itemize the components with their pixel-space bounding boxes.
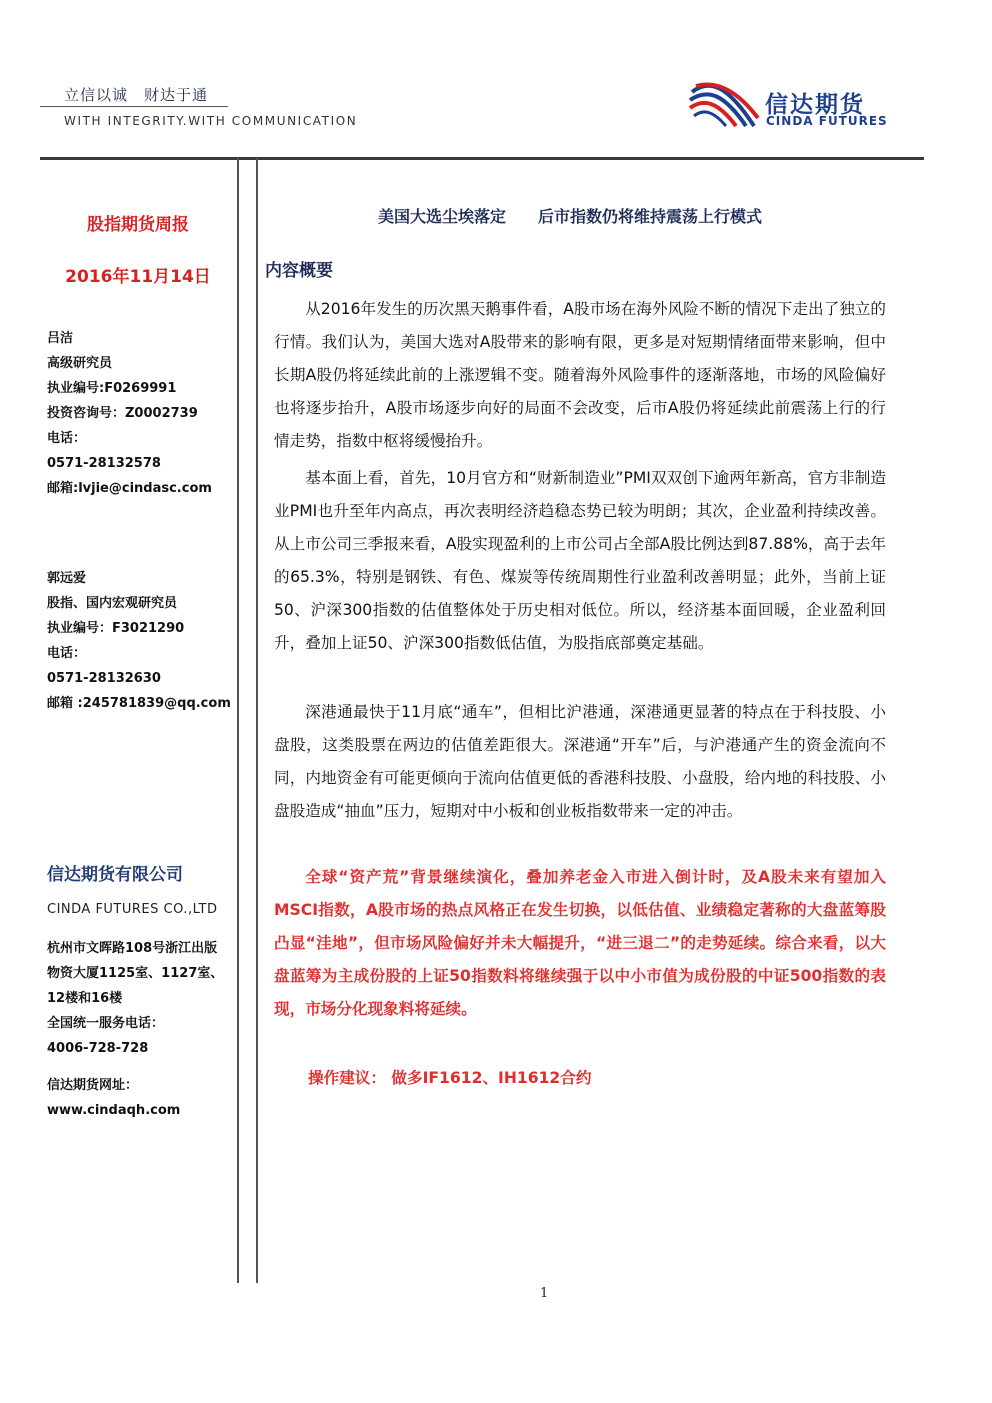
section-title: 内容概要 — [265, 261, 333, 281]
company-name-cn: 信达期货有限公司 — [47, 865, 183, 885]
header-slogan-en: WITH INTEGRITY.WITH COMMUNICATION — [64, 114, 358, 128]
slogan-divider — [40, 106, 228, 107]
analyst-1-info — [47, 326, 242, 501]
analyst-1-phone-label: 电话： — [47, 431, 87, 446]
address-line-1: 杭州市文晖路108号浙江出版 — [47, 941, 218, 956]
report-headline: 美国大选尘埃落定 后市指数仍将维持震荡上行模式 — [377, 207, 762, 226]
logo-text-cn: 信达期货 — [765, 92, 865, 118]
paragraph-shenzhen-connect: 深港通最快于11月底“通车”，但相比沪港通，深港通更显著的特点在于科技股、小盘股，这类股票在两边的估值差距很大。深港通“开车”后，与沪港通产生的资金流向不同，内地资金有可能更倾向于流向估值更低的香港科技股、小盘股，给内地的科技股、小盘股造成“抽血”压力，短期对中小板和创业板指数带来一定的冲击。 — [274, 703, 886, 820]
hotline-label: 全国统一服务电话： — [47, 1016, 165, 1031]
analyst-2-title: 股指、国内宏观研究员 — [47, 596, 178, 611]
header-slogan-cn: 立信以诚 财达于通 — [64, 86, 209, 104]
report-date: 2016年11月14日 — [65, 267, 211, 287]
analyst-2-email: 邮箱 :245781839@qq.com — [47, 696, 231, 711]
website-url[interactable]: www.cindaqh.com — [47, 1103, 181, 1118]
contact-spacer — [47, 1061, 242, 1073]
analyst-1-phone: 0571-28132578 — [47, 456, 161, 471]
analyst-2-phone: 0571-28132630 — [47, 671, 161, 686]
trading-advice: 操作建议： 做多IF1612、IH1612合约 — [308, 1069, 592, 1087]
header-divider — [40, 157, 924, 160]
paragraph-fundamentals: 基本面上看，首先，10月官方和“财新制造业”PMI双双创下逾两年新高，官方非制造业PMI也升至年内高点，再次表明经济趋稳态势已较为明朗；其次，企业盈利持续改善。从上市公司三季报来看，A股实现盈利的上市公司占全部A股比例达到87.88%，高于去年的65.3%，特别是钢铁、有色、煤炭等传统周期性行业盈利改善明显；此外，当前上证50、沪深300指数的估值整体处于历史相对低位。所以，经济基本面回暖，企业盈利回升，叠加上证50、沪深300指数低估值，为股指底部奠定基础。 — [274, 469, 886, 652]
cinda-logo-icon — [688, 82, 760, 128]
paragraph-overview: 从2016年发生的历次黑天鹅事件看，A股市场在海外风险不断的情况下走出了独立的行情。我们认为，美国大选对A股带来的影响有限，更多是对短期情绪面带来影响，但中长期A股仍将延续此前的上涨逻辑不变。随着海外风险事件的逐渐落地，市场的风险偏好也将逐步抬升，A股市场逐步向好的局面不会改变，后市A股仍将延续此前震荡上行的行情走势，指数中枢将缓慢抬升。 — [274, 300, 886, 450]
analyst-1-consult-no: 投资咨询号：Z0002739 — [47, 406, 198, 421]
analyst-2-name: 郭远爱 — [47, 571, 87, 586]
analyst-1-name: 吕洁 — [47, 331, 74, 346]
address-line-3: 12楼和16楼 — [47, 991, 123, 1006]
page-number: 1 — [540, 1286, 549, 1301]
analyst-2-phone-label: 电话： — [47, 646, 87, 661]
column-divider-right — [256, 158, 258, 1283]
hotline-number: 4006-728-728 — [47, 1041, 149, 1056]
analyst-1-title: 高级研究员 — [47, 356, 113, 371]
address-line-2: 物资大厦1125室、1127室、 — [47, 966, 224, 981]
website-label: 信达期货网址： — [47, 1078, 139, 1093]
analyst-1-email: 邮箱:lvjie@cindasc.com — [47, 481, 212, 496]
analyst-2-info — [47, 566, 242, 716]
company-name-en: CINDA FUTURES CO.,LTD — [47, 902, 218, 917]
paragraph-conclusion: 全球“资产荒”背景继续演化，叠加养老金入市进入倒计时，及A股未来有望加入MSCI指数，A股市场的热点风格正在发生切换，以低估值、业绩稳定著称的大盘蓝筹股凸显“洼地”，但市场风险偏好并未大幅提升，“进三退二”的走势延续。综合来看，以大盘蓝筹为主成份股的上证50指数料将继续强于以中小市值为成份股的中证500指数的表现，市场分化现象料将延续。 — [274, 868, 886, 1018]
report-title: 股指期货周报 — [87, 215, 189, 235]
analyst-1-license: 执业编号:F0269991 — [47, 381, 177, 396]
analyst-2-license: 执业编号：F3021290 — [47, 621, 185, 636]
logo-text-en: CINDA FUTURES — [766, 114, 888, 128]
company-contact — [47, 936, 242, 1123]
